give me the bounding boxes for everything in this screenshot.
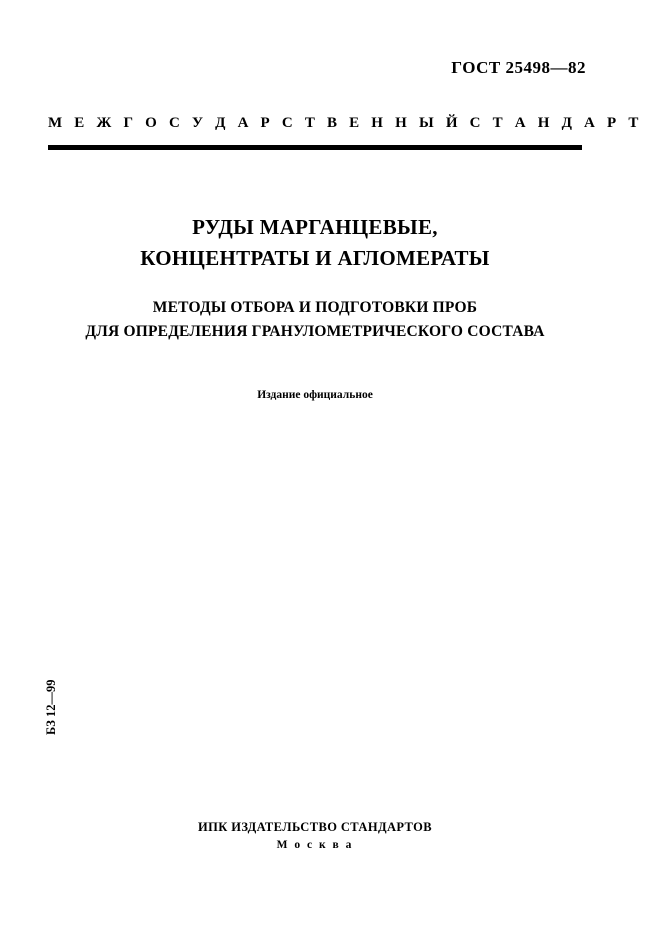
standard-number: ГОСТ 25498—82 <box>451 58 586 77</box>
subtitle-line-2: ДЛЯ ОПРЕДЕЛЕНИЯ ГРАНУЛОМЕТРИЧЕСКОГО СОСТАВА <box>85 323 545 340</box>
standard-type-heading: М Е Ж Г О С У Д А Р С Т В Е Н Н Ы Й С Т А Н Д А Р Т <box>48 115 643 131</box>
side-catalog-code: БЗ 12—99 <box>44 679 58 735</box>
title-line-1: РУДЫ МАРГАНЦЕВЫЕ, <box>192 215 438 239</box>
publisher-city: М о с к в а <box>276 839 354 851</box>
official-edition-note: Издание официальное <box>257 389 373 401</box>
page-title <box>48 212 582 274</box>
header-divider <box>48 145 582 150</box>
publisher-block <box>48 818 582 854</box>
page-subtitle <box>38 296 592 344</box>
title-line-2: КОНЦЕНТРАТЫ И АГЛОМЕРАТЫ <box>140 246 490 270</box>
subtitle-line-1: МЕТОДЫ ОТБОРА И ПОДГОТОВКИ ПРОБ <box>152 299 478 316</box>
publisher-name: ИПК ИЗДАТЕЛЬСТВО СТАНДАРТОВ <box>198 820 432 834</box>
